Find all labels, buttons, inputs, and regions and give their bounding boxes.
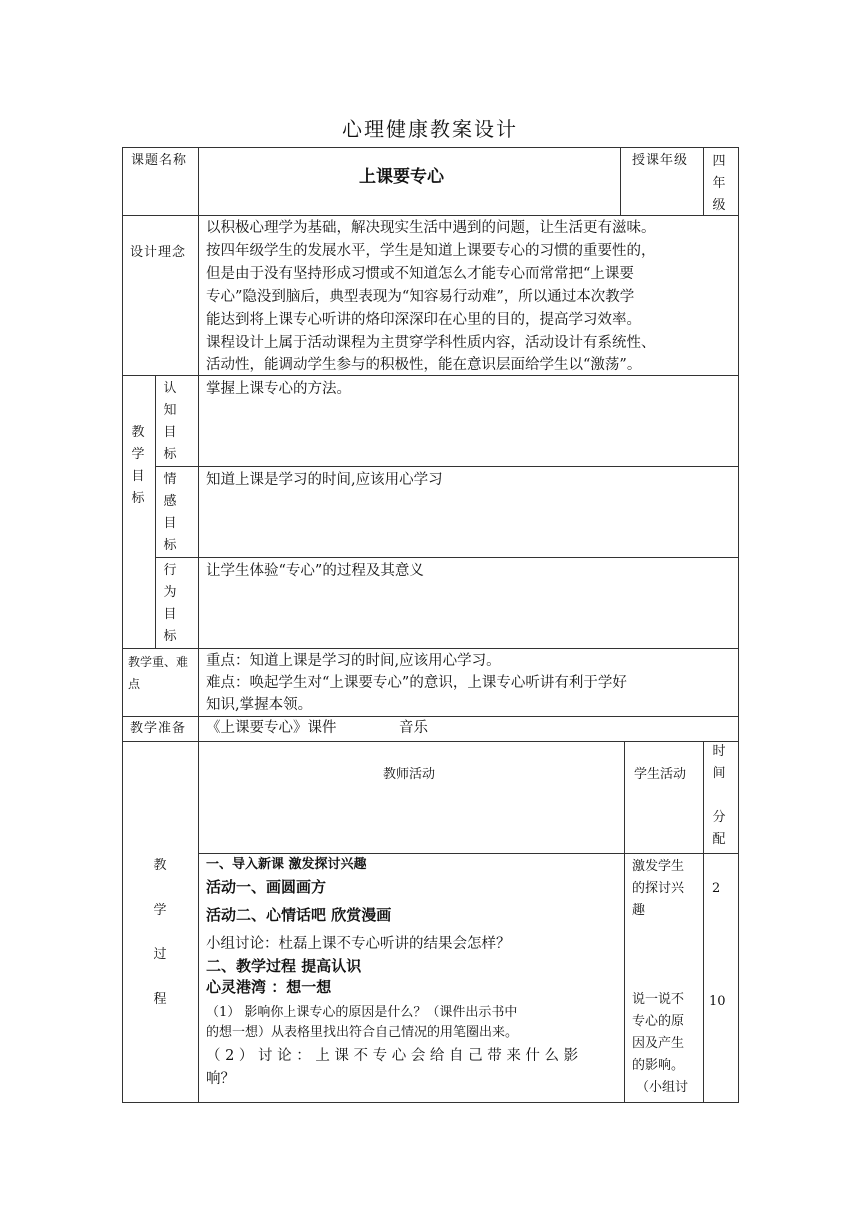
student-activity-header: 学生活动 (634, 767, 687, 782)
section-intro: 一、导入新课 激发探讨兴趣 (206, 857, 367, 872)
heart-harbor: 心灵港湾 ：想一想 (206, 978, 332, 996)
preparation-music: 音乐 (399, 720, 428, 736)
grade-label: 授课年级 (632, 153, 689, 168)
topic-value: 上课要专心 (359, 167, 444, 187)
document-title: 心理健康教案设计 (342, 117, 518, 141)
behavior-goal-text: 让学生体验“专心”的过程及其意义 (206, 563, 424, 579)
cognitive-goal-text: 掌握上课专心的方法。 (206, 381, 351, 397)
activity-one: 活动一、画圆画方 (206, 878, 327, 896)
design-idea-label: 设计理念 (130, 245, 187, 260)
emotional-goal-text: 知道上课是学习的时间,应该用心学习 (206, 472, 443, 488)
question-2-line-2: 响？ (206, 1071, 235, 1087)
time-allocation-2: 10 (709, 994, 726, 1009)
question-2-line-1: （2）讨论：上课不专心会给自己带来什么影 (206, 1048, 583, 1064)
activity-two: 活动二、心情话吧 欣赏漫画 (206, 906, 392, 924)
topic-label: 课题名称 (131, 153, 188, 168)
preparation-courseware: 《上课要专心》课件 (206, 720, 337, 736)
group-discussion: 小组讨论：杜磊上课不专心听讲的结果会怎样？ (206, 936, 511, 952)
question-1-line-1: （1） 影响你上课专心的原因是什么？（课件出示书中 (206, 1005, 518, 1020)
preparation-label: 教学准备 (130, 721, 187, 736)
time-allocation-1: 2 (712, 881, 721, 896)
question-1-line-2: 的想一想）从表格里找出符合自己情况的用笔圈出来。 (206, 1025, 519, 1040)
section-process: 二、教学过程 提高认识 (206, 957, 362, 975)
teacher-activity-header: 教师活动 (383, 767, 436, 782)
